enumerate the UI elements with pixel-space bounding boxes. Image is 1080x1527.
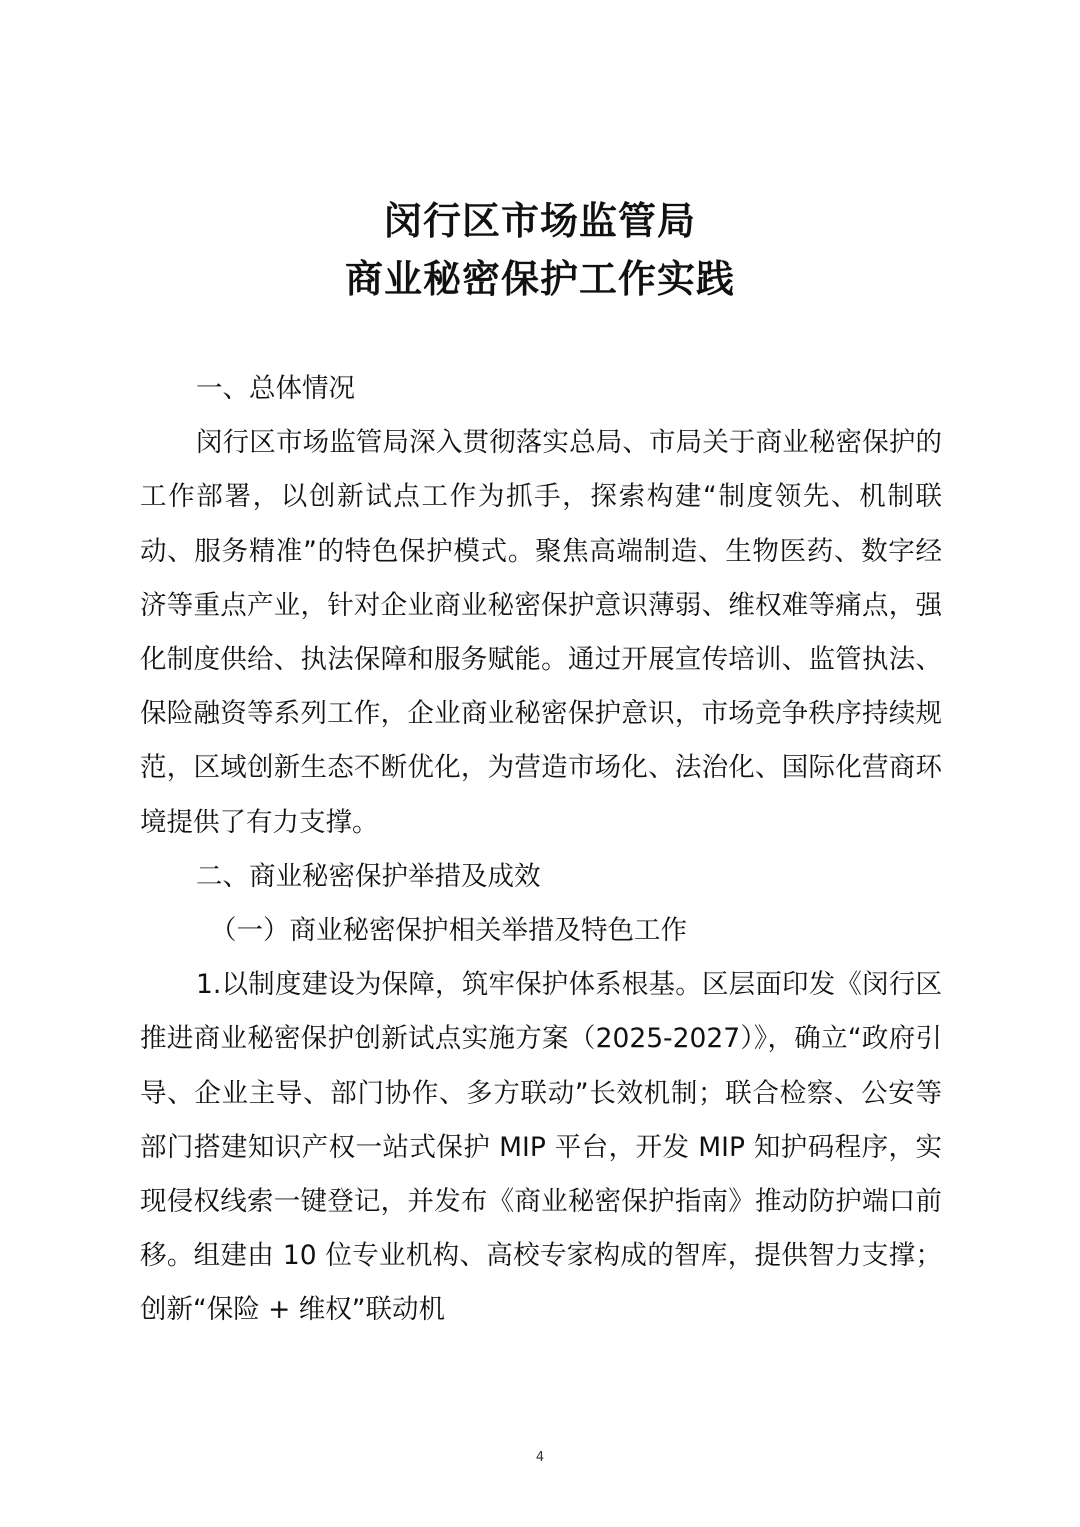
section-heading-overview: 一、总体情况: [196, 373, 355, 404]
title-line-1: 闵行区市场监管局: [383, 198, 696, 243]
section-heading-measures: 二、商业秘密保护举措及成效: [196, 860, 541, 892]
title-line-2: 商业秘密保护工作实践: [344, 256, 735, 301]
subsection-heading-measures: （一）商业秘密保护相关举措及特色工作: [210, 915, 687, 947]
overview-paragraph: 闵行区市场监管局深入贯彻落实总局、市局关于商业秘密保护的工作部署，以创新试点工作为抓手，探索构建“制度领先、机制联动、服务精准”的特色保护模式。聚焦高端制造、生物医药、数字经济等重点产业，针对企业商业秘密保护意识薄弱、维权难等痛点，强化制度供给、执法保障和服务赋能。通过开展宣传培训、监管执法、保险融资等系列工作，企业商业秘密保护意识，市场竞争秩序持续规范，区域创新生态不断优化，为营造市场化、法治化、国际化营商环境提供了有力支撑。: [140, 427, 942, 838]
document-body: [140, 362, 942, 1338]
page-number: 4: [535, 1450, 545, 1465]
measures-paragraph: 1.以制度建设为保障，筑牢保护体系根基。区层面印发《闵行区推进商业秘密保护创新试点实施方案（2025-2027）》，确立“政府引导、企业主导、部门协作、多方联动”长效机制；联合检察、公安等部门搭建知识产权一站式保护 MIP 平台，开发 MIP 知护码程序，实现侵权线索一键登记，并发布《商业秘密保护指南》推动防护端口前移。组建由 10 位专业机构、高校专家构成的智库，提供智力支撑；创新“保险 + 维权”联动机: [140, 969, 942, 1326]
document-title: [140, 192, 940, 308]
